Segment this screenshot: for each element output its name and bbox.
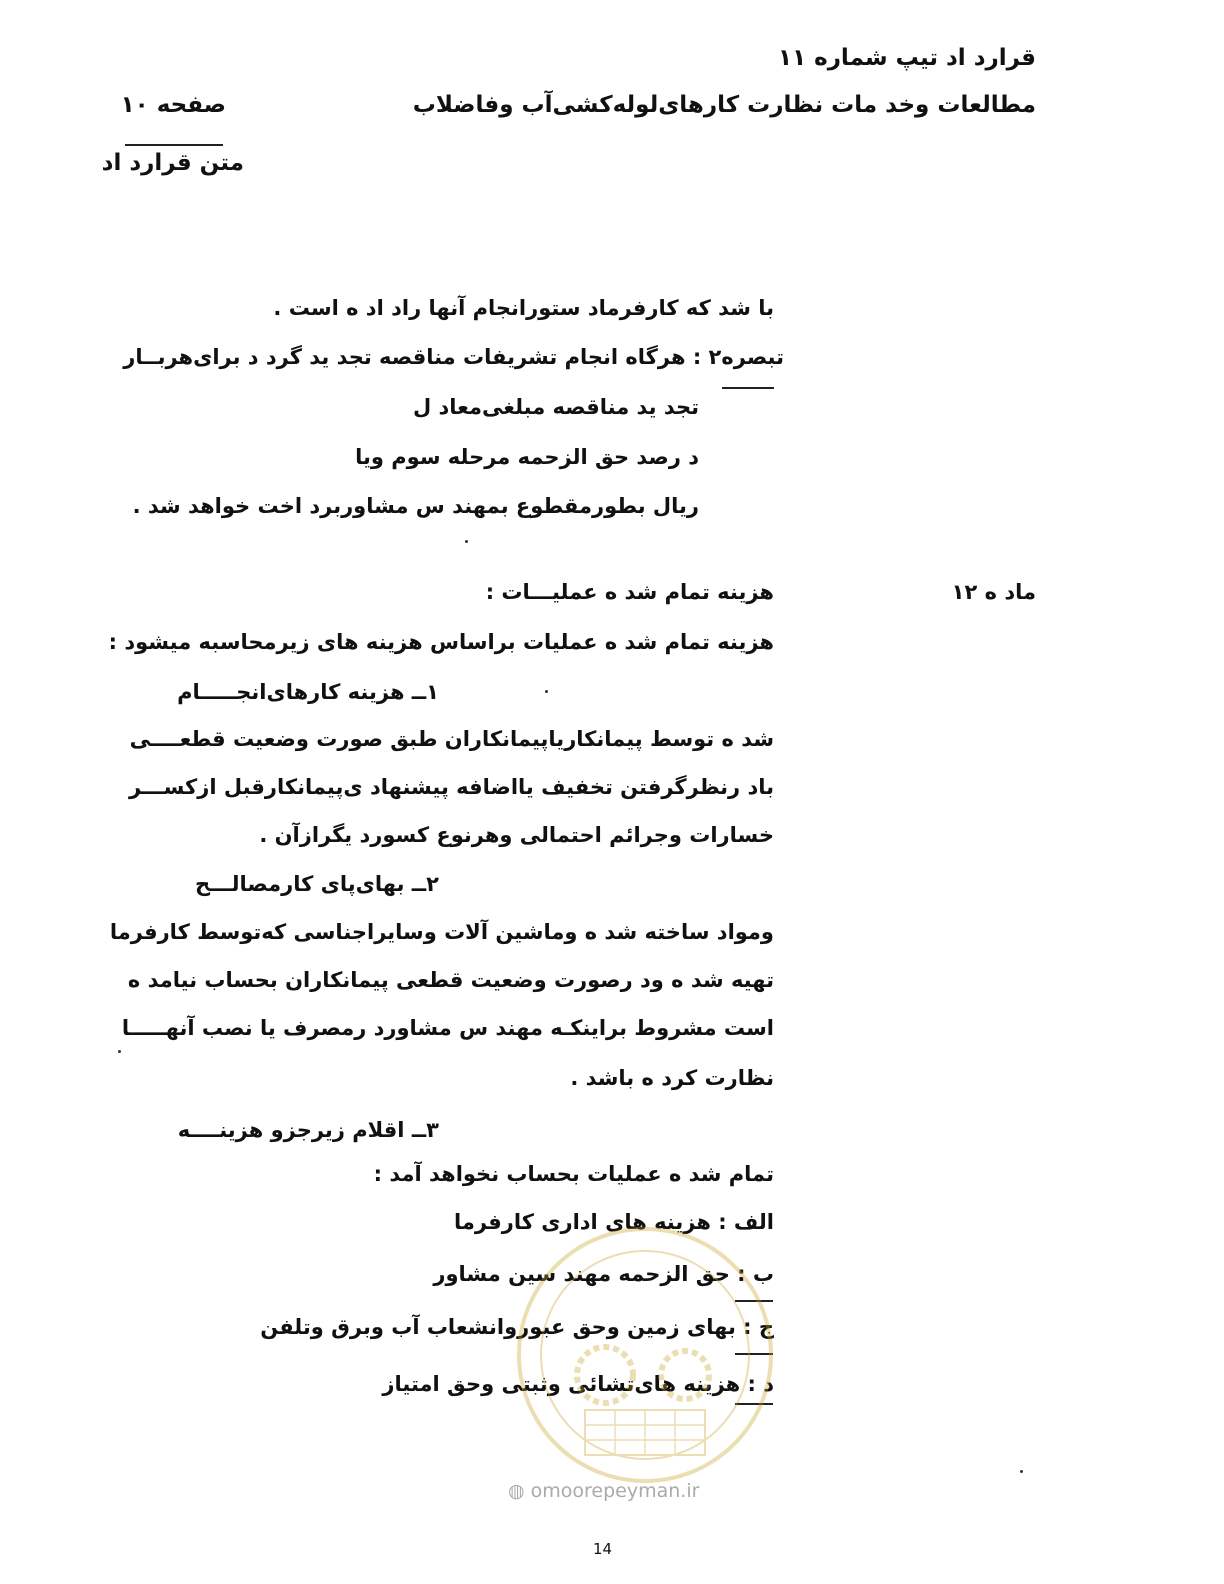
article-title: هزینه تمام شد ه عملیـــات :	[485, 580, 774, 604]
item-1-heading: ۱ــ هزینه کارهای‌انجـــــام	[177, 680, 439, 704]
text-line: تهیه شد ه ود رصورت وضعیت قطعی پیمانکاران بحساب نیامد ه	[127, 968, 774, 992]
scan-speck	[118, 1050, 121, 1053]
watermark-seal	[515, 1225, 775, 1485]
note-underline	[722, 387, 774, 389]
article-number: ماد ه ۱۲	[951, 580, 1036, 604]
page-label-underline	[125, 144, 223, 146]
text-line: خسارات وجرائم احتمالی وهرنوع کسورد یگرازآن .	[259, 823, 774, 847]
text-line: است مشروط براینکـه مهند س مشاورد رمصرف یا نصب آنهـــــا	[121, 1016, 774, 1040]
watermark-url-text: omoorepeyman.ir	[530, 1480, 700, 1502]
globe-icon: ◍	[508, 1480, 525, 1502]
text-line: تجد ید مناقصه مبلغی‌معاد ل	[412, 395, 699, 419]
text-line: تمام شد ه عملیات بحساب نخواهد آمد :	[373, 1162, 774, 1186]
section-title: متن قرارد اد	[101, 150, 244, 176]
item-3-heading: ۳ــ اقلام زیرجزو هزینــــه	[177, 1118, 439, 1142]
text-line: ریال بطورمقطوع بمهند س مشاوربرد اخت خواهد شد .	[132, 494, 699, 518]
scan-speck	[1020, 1470, 1023, 1473]
text-line: د رصد حق الزحمه مرحله سوم ویا	[355, 445, 699, 469]
page-number: 14	[593, 1540, 613, 1558]
text-line: هزینه تمام شد ه عملیات براساس هزینه های زیرمحاسبه میشود :	[108, 630, 774, 654]
document-subject-heading: مطالعات وخد مات نظارت کارهای‌لوله‌کشی‌آب وفاضلاب	[412, 92, 1036, 118]
text-line: ومواد ساخته شد ه وماشین آلات وسایراجناسی کەتوسط کارفرما	[109, 920, 774, 944]
text-line: شد ه توسط پیمانکاریاپیمانکاران طبق صورت وضعیت قطعــــی	[129, 727, 774, 751]
watermark-url	[508, 1480, 699, 1502]
text-line: نظارت کرد ه باشد .	[570, 1066, 774, 1090]
note-2-line: تبصره۲ : هرگاه انجام تشریفات مناقصه تجد ید گرد د برای‌هربــار	[123, 345, 784, 369]
exclusion-item-jim: ج : بهای زمین وحق عبوروانشعاب آب وبرق وتلفن	[260, 1315, 774, 1339]
item-2-heading: ۲ــ بهای‌پای کارمصالـــح	[194, 872, 439, 896]
exclusion-item-alef: الف : هزینه های اداری کارفرما	[454, 1210, 774, 1234]
text-line: با شد که کارفرماد ستورانجام آنها راد اد ه است .	[273, 296, 774, 320]
text-line: باد رنظرگرفتن تخفیف یااضافه پیشنهاد ی‌پیمانکارقبل ازکســـر	[129, 775, 774, 799]
scan-speck	[465, 540, 468, 543]
contract-type-heading: قرارد اد تیپ شماره ۱۱	[778, 45, 1036, 71]
exclusion-item-be: ب : حق الزحمه مهند سین مشاور	[433, 1262, 774, 1286]
exclusion-item-dal: د : هزینه های‌تشائی وثبتی وحق امتیاز	[382, 1372, 774, 1396]
scan-speck	[545, 690, 548, 693]
page-label: صفحه ۱۰	[120, 92, 226, 118]
